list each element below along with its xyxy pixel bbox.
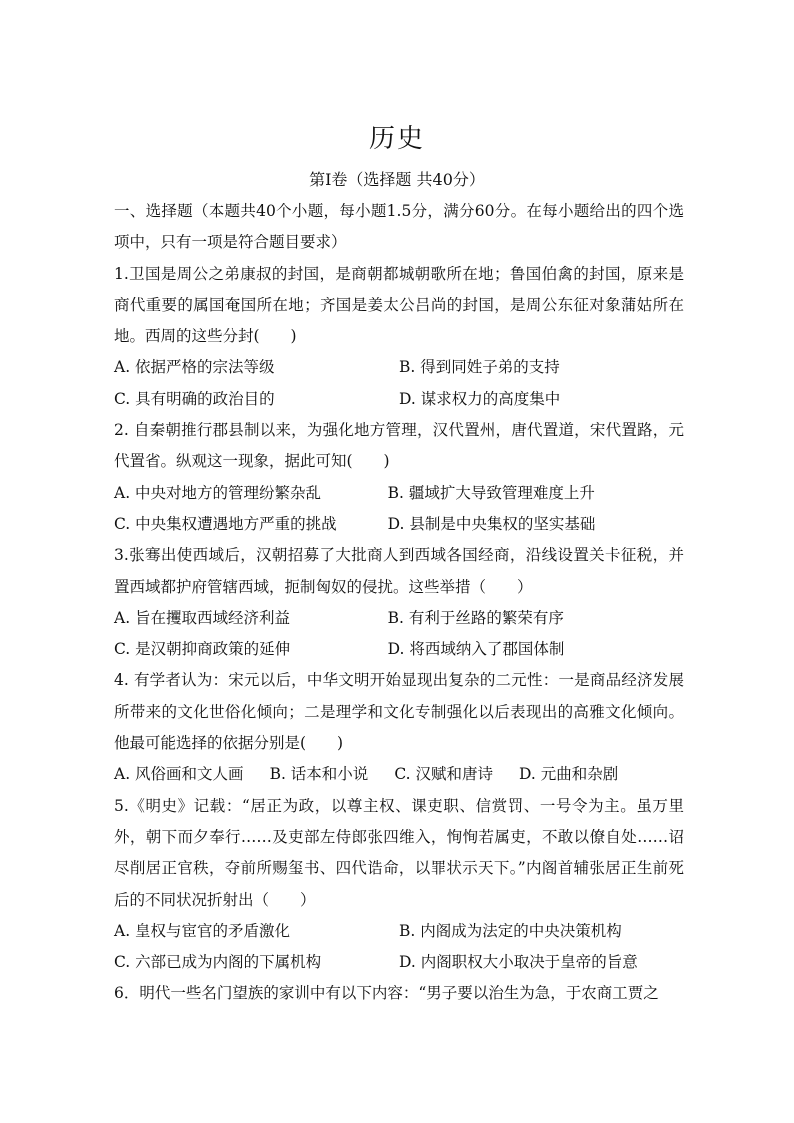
- question-4-option-a[interactable]: A. 风俗画和文人画: [114, 765, 244, 784]
- question-2-option-a[interactable]: A. 中央对地方的管理纷繁杂乱: [114, 483, 322, 502]
- question-3-options-row-2: [114, 634, 684, 665]
- exam-content: [114, 196, 684, 1010]
- section-instruction: 一、选择题（本题共40个小题，每小题1.5分，满分60分。在每小题给出的四个选项中，只有一项是符合题目要求）: [114, 202, 684, 252]
- question-2-stem: 2. 自秦朝推行郡县制以来，为强化地方管理，汉代置州，唐代置道，宋代置路，元代置省。纵观这一现象，据此可知( ): [114, 421, 684, 471]
- question-3-option-b[interactable]: B. 有利于丝路的繁荣有序: [387, 608, 564, 627]
- exam-subtitle: 第Ⅰ卷（选择题 共40分）: [309, 170, 485, 189]
- question-3-option-c[interactable]: C. 是汉朝抑商政策的延伸: [114, 640, 291, 659]
- question-5-option-d[interactable]: D. 内阁职权大小取决于皇帝的旨意: [399, 953, 638, 972]
- question-1-option-a[interactable]: A. 依据严格的宗法等级: [114, 358, 275, 377]
- question-3-option-d[interactable]: D. 将西域纳入了郡国体制: [387, 640, 565, 659]
- question-2-options-row-2: [114, 509, 684, 540]
- question-1-options-row-2: [114, 384, 684, 415]
- question-1-stem: 1.卫国是周公之弟康叔的封国，是商朝都城朝歌所在地；鲁国伯禽的封国，原来是商代重要的属国奄国所在地；齐国是姜太公吕尚的封国，是周公东征对象蒲姑所在地。西周的这些分封( ): [114, 264, 684, 346]
- question-3-option-a[interactable]: A. 旨在攫取西域经济利益: [114, 608, 291, 627]
- question-2-option-b[interactable]: B. 疆域扩大导致管理难度上升: [387, 483, 595, 502]
- question-1-option-d[interactable]: D. 谋求权力的高度集中: [399, 389, 561, 408]
- question-2-option-c[interactable]: C. 中央集权遭遇地方严重的挑战: [114, 514, 337, 533]
- question-2-option-d[interactable]: D. 县制是中央集权的坚实基础: [387, 514, 596, 533]
- question-4-option-b[interactable]: B. 话本和小说: [269, 765, 369, 784]
- question-1-option-c[interactable]: C. 具有明确的政治目的: [114, 389, 275, 408]
- question-5-options-row-1: [114, 916, 684, 947]
- question-4-options-row: [114, 759, 684, 790]
- question-4-option-c[interactable]: C. 汉赋和唐诗: [394, 765, 493, 784]
- exam-title: 历史: [368, 124, 425, 154]
- question-5-option-b[interactable]: B. 内阁成为法定的中央决策机构: [399, 921, 622, 940]
- question-6-stem: 6．明代一些名门望族的家训中有以下内容：“男子要以治生为急，于农商工贾之: [114, 984, 659, 1003]
- question-1-option-b[interactable]: B. 得到同姓子弟的支持: [399, 358, 560, 377]
- question-5-option-c[interactable]: C. 六部已成为内阁的下属机构: [114, 953, 322, 972]
- question-4-option-d[interactable]: D. 元曲和杂剧: [518, 765, 619, 784]
- question-5-stem: 5.《明史》记载：“居正为政，以尊主权、课吏职、信赏罚、一号令为主。虽万里外，朝下而夕奉行……及吏部左侍郎张四维入，恂恂若属吏，不敢以僚自处……诏尽削居正官秩，夺前所赐玺书、四代诰命，以罪状示天下。”内阁首辅张居正生前死后的不同状况折射出（ ）: [114, 796, 684, 909]
- question-1-options-row-1: [114, 352, 684, 383]
- question-4-stem: 4. 有学者认为：宋元以后，中华文明开始显现出复杂的二元性：一是商品经济发展所带来的文化世俗化倾向；二是理学和文化专制强化以后表现出的高雅文化倾向。他最可能选择的依据分别是( ): [114, 671, 684, 753]
- question-3-options-row-1: [114, 603, 684, 634]
- question-3-stem: 3.张骞出使西域后，汉朝招募了大批商人到西域各国经商，沿线设置关卡征税，并置西域都护府管辖西域，扼制匈奴的侵扰。这些举措（ ）: [114, 546, 684, 596]
- question-5-option-a[interactable]: A. 皇权与宦官的矛盾激化: [114, 921, 291, 940]
- question-5-options-row-2: [114, 947, 684, 978]
- question-2-options-row-1: [114, 478, 684, 509]
